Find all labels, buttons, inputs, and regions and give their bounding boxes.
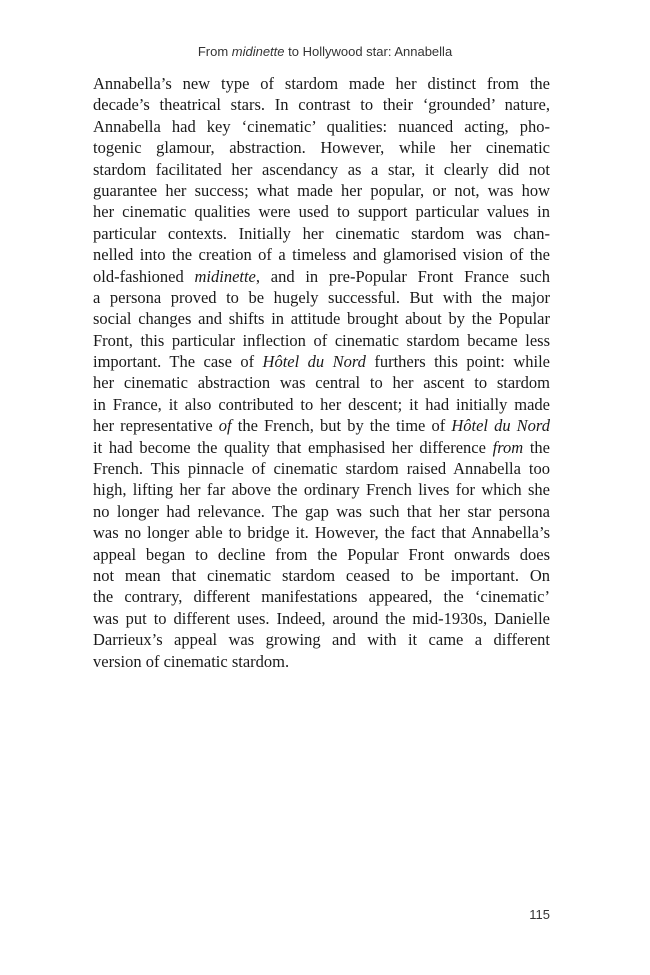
italic-film-title: Hôtel du Nord [262, 352, 366, 372]
text-line: the contrary, different manifestations appeared, the ‘cinematic’ [93, 587, 550, 607]
text-line: her cinematic abstraction was central to her ascent to stardom [93, 373, 550, 393]
text-line: important. The case of Hôtel du Nord furthers this point: while [93, 352, 550, 372]
running-head [0, 44, 650, 59]
text-line: it had become the quality that emphasised her difference from the [93, 437, 550, 457]
italic-emphasis: from [492, 437, 524, 457]
running-head-suffix: to Hollywood star: Annabella [284, 44, 453, 59]
text-line: decade’s theatrical stars. In contrast to their ‘grounded’ nature, [93, 95, 550, 115]
text-line: appeal began to decline from the Popular Front onwards does [93, 544, 550, 564]
text-line: French. This pinnacle of cinematic stardom raised Annabella too [93, 459, 550, 479]
text-line: her representative of the French, but by the time of Hôtel du Nord [93, 416, 550, 436]
text-line: social changes and shifts in attitude brought about by the Popular [93, 309, 550, 329]
text-line: a persona proved to be hugely successful. But with the major [93, 287, 550, 307]
text-line: was no longer able to bridge it. However, the fact that Annabella’s [93, 523, 550, 543]
text-line: no longer had relevance. The gap was such that her star persona [93, 501, 550, 521]
running-head-italic: midinette [231, 44, 285, 59]
text-line: in France, it also contributed to her descent; it had initially made [93, 394, 550, 414]
text-line: version of cinematic stardom. [93, 651, 290, 671]
text-line: guarantee her success; what made her popular, or not, was how [93, 180, 550, 200]
text-line: particular contexts. Initially her cinematic stardom was chan- [93, 223, 550, 243]
text-line: Annabella had key ‘cinematic’ qualities: nuanced acting, pho- [93, 116, 550, 136]
text-line: stardom facilitated her ascendancy as a star, it clearly did not [93, 159, 550, 179]
text-line: not mean that cinematic stardom ceased to be important. On [93, 565, 550, 585]
italic-term: midinette [194, 266, 256, 286]
text-line: nelled into the creation of a timeless and glamorised vision of the [93, 245, 550, 265]
body-paragraph [93, 73, 550, 672]
text-line: her cinematic qualities were used to support particular values in [93, 202, 550, 222]
text-line: togenic glamour, abstraction. However, while her cinematic [93, 138, 550, 158]
page-number: 115 [529, 907, 550, 922]
italic-emphasis: of [218, 416, 232, 436]
italic-film-title: Hôtel du Nord [451, 416, 550, 436]
text-line: was put to different uses. Indeed, around the mid-1930s, Danielle [93, 608, 550, 628]
text-line: Annabella’s new type of stardom made her distinct from the [93, 74, 550, 93]
text-line: Front, this particular inflection of cinematic stardom became less [93, 330, 550, 350]
text-line: old-fashioned midinette, and in pre-Popular Front France such [93, 266, 550, 286]
running-head-prefix: From [197, 44, 232, 59]
text-line: Darrieux’s appeal was growing and with it came a different [93, 630, 550, 650]
text-line: high, lifting her far above the ordinary French lives for which she [93, 480, 550, 500]
